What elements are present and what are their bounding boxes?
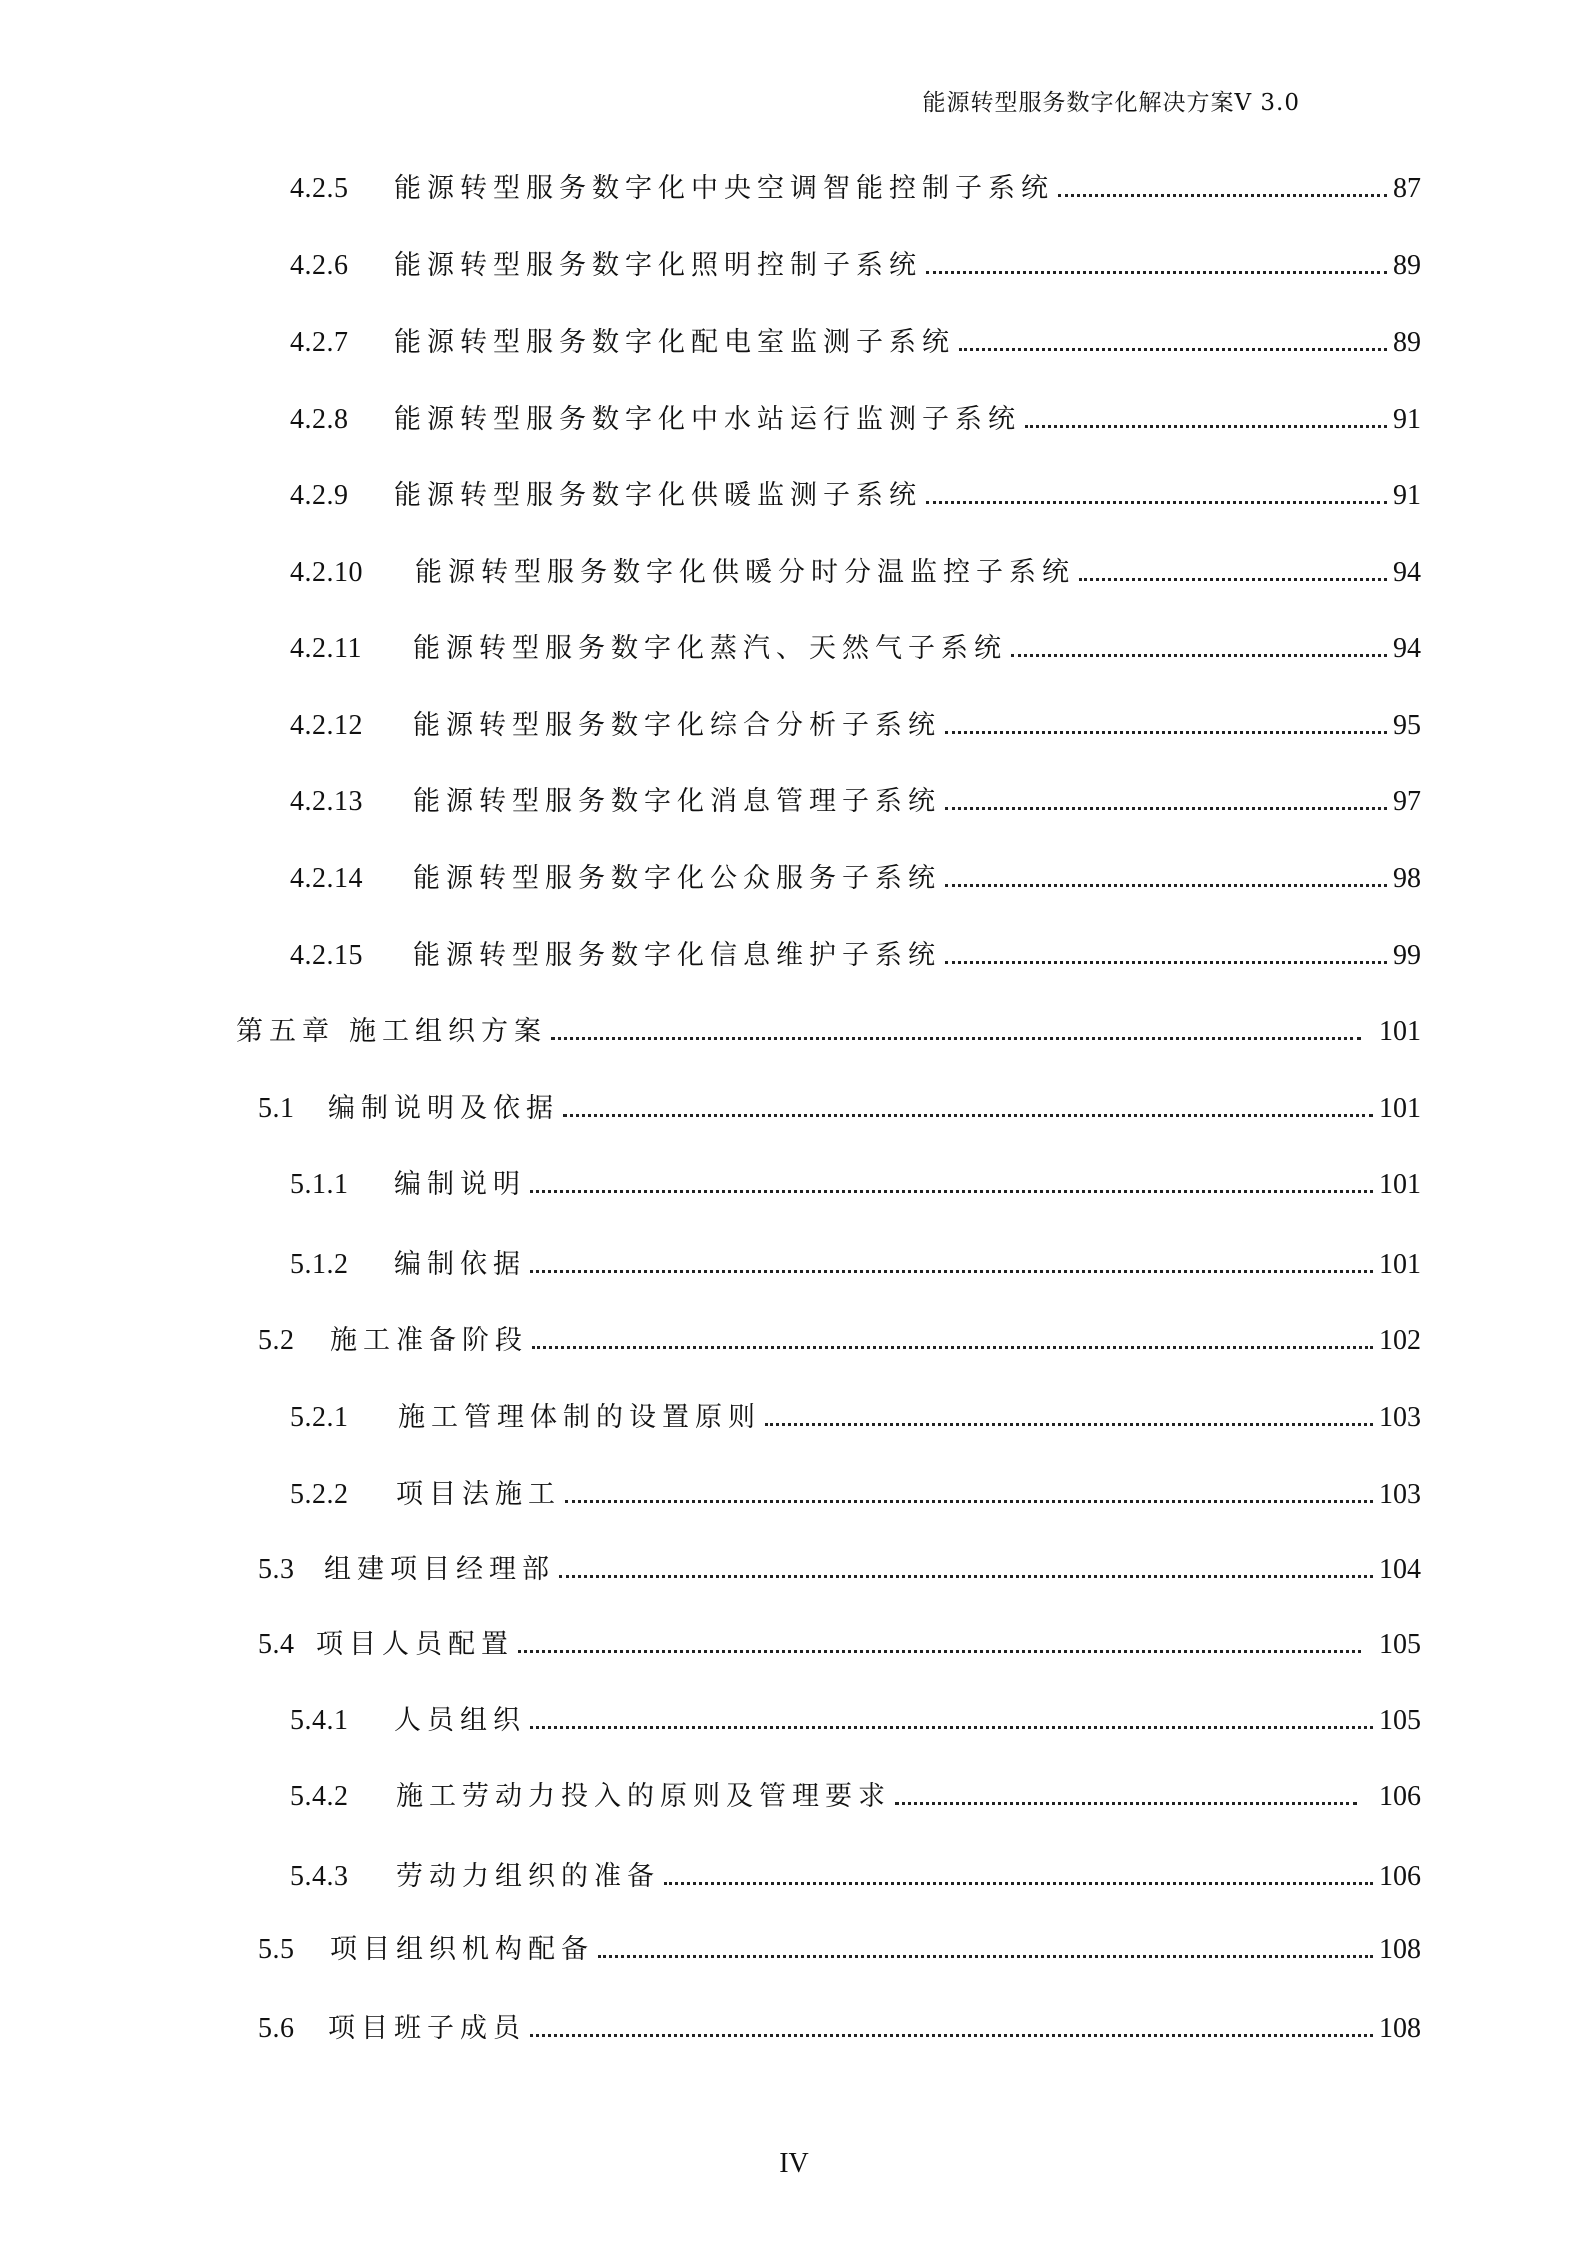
toc-entry-number: 4.2.6 bbox=[290, 250, 349, 281]
toc-entry-title: 能源转型服务数字化中央空调智能控制子系统 bbox=[394, 173, 1054, 204]
toc-entry[interactable] bbox=[258, 1321, 1421, 1361]
toc-entry-page: 89 bbox=[1393, 327, 1421, 358]
toc-entry-page: 108 bbox=[1379, 2013, 1421, 2044]
toc-entry-number: 4.2.8 bbox=[290, 404, 349, 435]
toc-entry-title: 组建项目经理部 bbox=[324, 1554, 555, 1585]
toc-entry[interactable] bbox=[290, 936, 1421, 976]
toc-entry-number: 5.1.1 bbox=[290, 1169, 349, 1200]
toc-entry-page: 103 bbox=[1379, 1479, 1421, 1510]
toc-dot-leader bbox=[530, 1726, 1373, 1729]
toc-entry-title: 能源转型服务数字化消息管理子系统 bbox=[413, 786, 941, 817]
toc-entry-number: 5.5 bbox=[258, 1934, 295, 1965]
toc-entry-page: 94 bbox=[1393, 633, 1421, 664]
toc-entry-page: 91 bbox=[1393, 480, 1421, 511]
toc-entry-title: 人员组织 bbox=[394, 1705, 526, 1736]
toc-entry-number: 4.2.11 bbox=[290, 633, 362, 664]
toc-entry-page: 94 bbox=[1393, 557, 1421, 588]
toc-dot-leader bbox=[1079, 578, 1387, 581]
toc-entry[interactable] bbox=[290, 859, 1421, 899]
toc-entry-page: 95 bbox=[1393, 710, 1421, 741]
toc-dot-leader bbox=[563, 1114, 1373, 1117]
toc-dot-leader bbox=[945, 731, 1387, 734]
toc-entry[interactable] bbox=[258, 1625, 1421, 1665]
toc-entry-page: 102 bbox=[1379, 1325, 1421, 1356]
toc-entry-title: 施工管理体制的设置原则 bbox=[398, 1402, 761, 1433]
toc-entry[interactable] bbox=[258, 2009, 1421, 2049]
toc-entry[interactable] bbox=[290, 629, 1421, 669]
toc-entry[interactable] bbox=[258, 1089, 1421, 1129]
toc-entry[interactable] bbox=[290, 1857, 1421, 1897]
toc-dot-leader bbox=[518, 1650, 1361, 1653]
document-header-title: 能源转型服务数字化解决方案V 3.0 bbox=[922, 90, 1300, 116]
toc-entry-page: 105 bbox=[1379, 1629, 1421, 1660]
toc-entry[interactable] bbox=[290, 169, 1421, 209]
toc-entry[interactable] bbox=[290, 1777, 1421, 1817]
toc-entry-title: 能源转型服务数字化中水站运行监测子系统 bbox=[394, 404, 1021, 435]
toc-dot-leader bbox=[945, 961, 1387, 964]
toc-dot-leader bbox=[598, 1955, 1373, 1958]
toc-entry-title: 编制依据 bbox=[394, 1249, 526, 1280]
toc-entry-page: 101 bbox=[1379, 1249, 1421, 1280]
toc-entry-page: 106 bbox=[1379, 1861, 1421, 1892]
toc-entry[interactable] bbox=[290, 1165, 1421, 1205]
toc-dot-leader bbox=[1011, 654, 1387, 657]
page-number: IV bbox=[779, 2148, 809, 2179]
toc-entry-page: 106 bbox=[1379, 1781, 1421, 1812]
toc-entry[interactable] bbox=[290, 553, 1421, 593]
toc-entry-number: 5.3 bbox=[258, 1554, 295, 1585]
toc-entry-title: 劳动力组织的准备 bbox=[396, 1861, 660, 1892]
toc-entry-number: 4.2.10 bbox=[290, 557, 363, 588]
toc-entry[interactable] bbox=[290, 1475, 1421, 1515]
toc-entry-page: 105 bbox=[1379, 1705, 1421, 1736]
toc-entry[interactable] bbox=[290, 476, 1421, 516]
toc-dot-leader bbox=[926, 271, 1387, 274]
toc-entry-title: 能源转型服务数字化照明控制子系统 bbox=[394, 250, 922, 281]
toc-entry-number: 4.2.7 bbox=[290, 327, 349, 358]
toc-entry-page: 108 bbox=[1379, 1934, 1421, 1965]
toc-dot-leader bbox=[532, 1346, 1373, 1349]
toc-entry-number: 5.4.3 bbox=[290, 1861, 349, 1892]
toc-entry-number: 4.2.9 bbox=[290, 480, 349, 511]
toc-entry-number: 4.2.14 bbox=[290, 863, 363, 894]
toc-chapter-number: 第五章 bbox=[236, 1016, 335, 1047]
toc-entry-title: 能源转型服务数字化公众服务子系统 bbox=[413, 863, 941, 894]
toc-entry-number: 5.2.1 bbox=[290, 1402, 349, 1433]
toc-entry-number: 5.4.2 bbox=[290, 1781, 349, 1812]
toc-entry-number: 4.2.15 bbox=[290, 940, 363, 971]
toc-dot-leader bbox=[895, 1802, 1357, 1805]
toc-entry-number: 5.6 bbox=[258, 2013, 295, 2044]
toc-entry-title: 能源转型服务数字化供暖分时分温监控子系统 bbox=[415, 557, 1075, 588]
toc-dot-leader bbox=[959, 348, 1387, 351]
toc-dot-leader bbox=[1025, 425, 1387, 428]
toc-entry-number: 4.2.12 bbox=[290, 710, 363, 741]
toc-dot-leader bbox=[565, 1500, 1373, 1503]
toc-entry-title: 编制说明及依据 bbox=[328, 1093, 559, 1124]
toc-entry[interactable] bbox=[290, 400, 1421, 440]
toc-entry-title: 能源转型服务数字化供暖监测子系统 bbox=[394, 480, 922, 511]
toc-dot-leader bbox=[765, 1423, 1373, 1426]
toc-dot-leader bbox=[926, 501, 1387, 504]
toc-entry-number: 4.2.13 bbox=[290, 786, 363, 817]
toc-entry-page: 99 bbox=[1393, 940, 1421, 971]
toc-entry[interactable] bbox=[258, 1930, 1421, 1970]
toc-entry-page: 91 bbox=[1393, 404, 1421, 435]
toc-chapter-entry[interactable] bbox=[236, 1012, 1421, 1052]
toc-entry-number: 5.2.2 bbox=[290, 1479, 349, 1510]
toc-entry-page: 89 bbox=[1393, 250, 1421, 281]
toc-entry-title: 项目人员配置 bbox=[316, 1629, 514, 1660]
toc-entry[interactable] bbox=[290, 1245, 1421, 1285]
toc-entry-title: 能源转型服务数字化蒸汽、天然气子系统 bbox=[413, 633, 1007, 664]
toc-entry-title: 施工准备阶段 bbox=[330, 1325, 528, 1356]
toc-entry-page: 101 bbox=[1379, 1016, 1421, 1047]
toc-dot-leader bbox=[559, 1575, 1373, 1578]
toc-dot-leader bbox=[945, 807, 1387, 810]
toc-entry-number: 5.2 bbox=[258, 1325, 295, 1356]
toc-entry-number: 5.4.1 bbox=[290, 1705, 349, 1736]
toc-entry-page: 103 bbox=[1379, 1402, 1421, 1433]
toc-entry-number: 5.1.2 bbox=[290, 1249, 349, 1280]
toc-entry-page: 98 bbox=[1393, 863, 1421, 894]
toc-entry[interactable] bbox=[290, 782, 1421, 822]
toc-entry-page: 87 bbox=[1393, 173, 1421, 204]
toc-entry-title: 施工劳动力投入的原则及管理要求 bbox=[396, 1781, 891, 1812]
toc-dot-leader bbox=[1058, 194, 1387, 197]
toc-entry-title: 编制说明 bbox=[394, 1169, 526, 1200]
toc-dot-leader bbox=[530, 2034, 1373, 2037]
toc-dot-leader bbox=[945, 884, 1387, 887]
toc-dot-leader bbox=[551, 1037, 1361, 1040]
toc-entry-number: 5.1 bbox=[258, 1093, 295, 1124]
toc-entry-page: 101 bbox=[1379, 1093, 1421, 1124]
toc-dot-leader bbox=[530, 1190, 1373, 1193]
toc-entry[interactable] bbox=[290, 246, 1421, 286]
toc-entry-page: 101 bbox=[1379, 1169, 1421, 1200]
toc-entry[interactable] bbox=[290, 323, 1421, 363]
toc-entry[interactable] bbox=[290, 1701, 1421, 1741]
toc-entry[interactable] bbox=[290, 1398, 1421, 1438]
toc-entry-title: 项目组织机构配备 bbox=[330, 1934, 594, 1965]
toc-dot-leader bbox=[664, 1882, 1373, 1885]
toc-entry-page: 97 bbox=[1393, 786, 1421, 817]
toc-entry-title: 能源转型服务数字化配电室监测子系统 bbox=[394, 327, 955, 358]
toc-entry-number: 5.4 bbox=[258, 1629, 295, 1660]
toc-entry-title: 施工组织方案 bbox=[349, 1016, 547, 1047]
toc-entry[interactable] bbox=[258, 1550, 1421, 1590]
toc-entry-number: 4.2.5 bbox=[290, 173, 349, 204]
toc-entry-page: 104 bbox=[1379, 1554, 1421, 1585]
toc-entry-title: 能源转型服务数字化综合分析子系统 bbox=[413, 710, 941, 741]
toc-entry[interactable] bbox=[290, 706, 1421, 746]
toc-entry-title: 项目法施工 bbox=[396, 1479, 561, 1510]
toc-entry-title: 能源转型服务数字化信息维护子系统 bbox=[413, 940, 941, 971]
toc-dot-leader bbox=[530, 1270, 1373, 1273]
toc-entry-title: 项目班子成员 bbox=[328, 2013, 526, 2044]
